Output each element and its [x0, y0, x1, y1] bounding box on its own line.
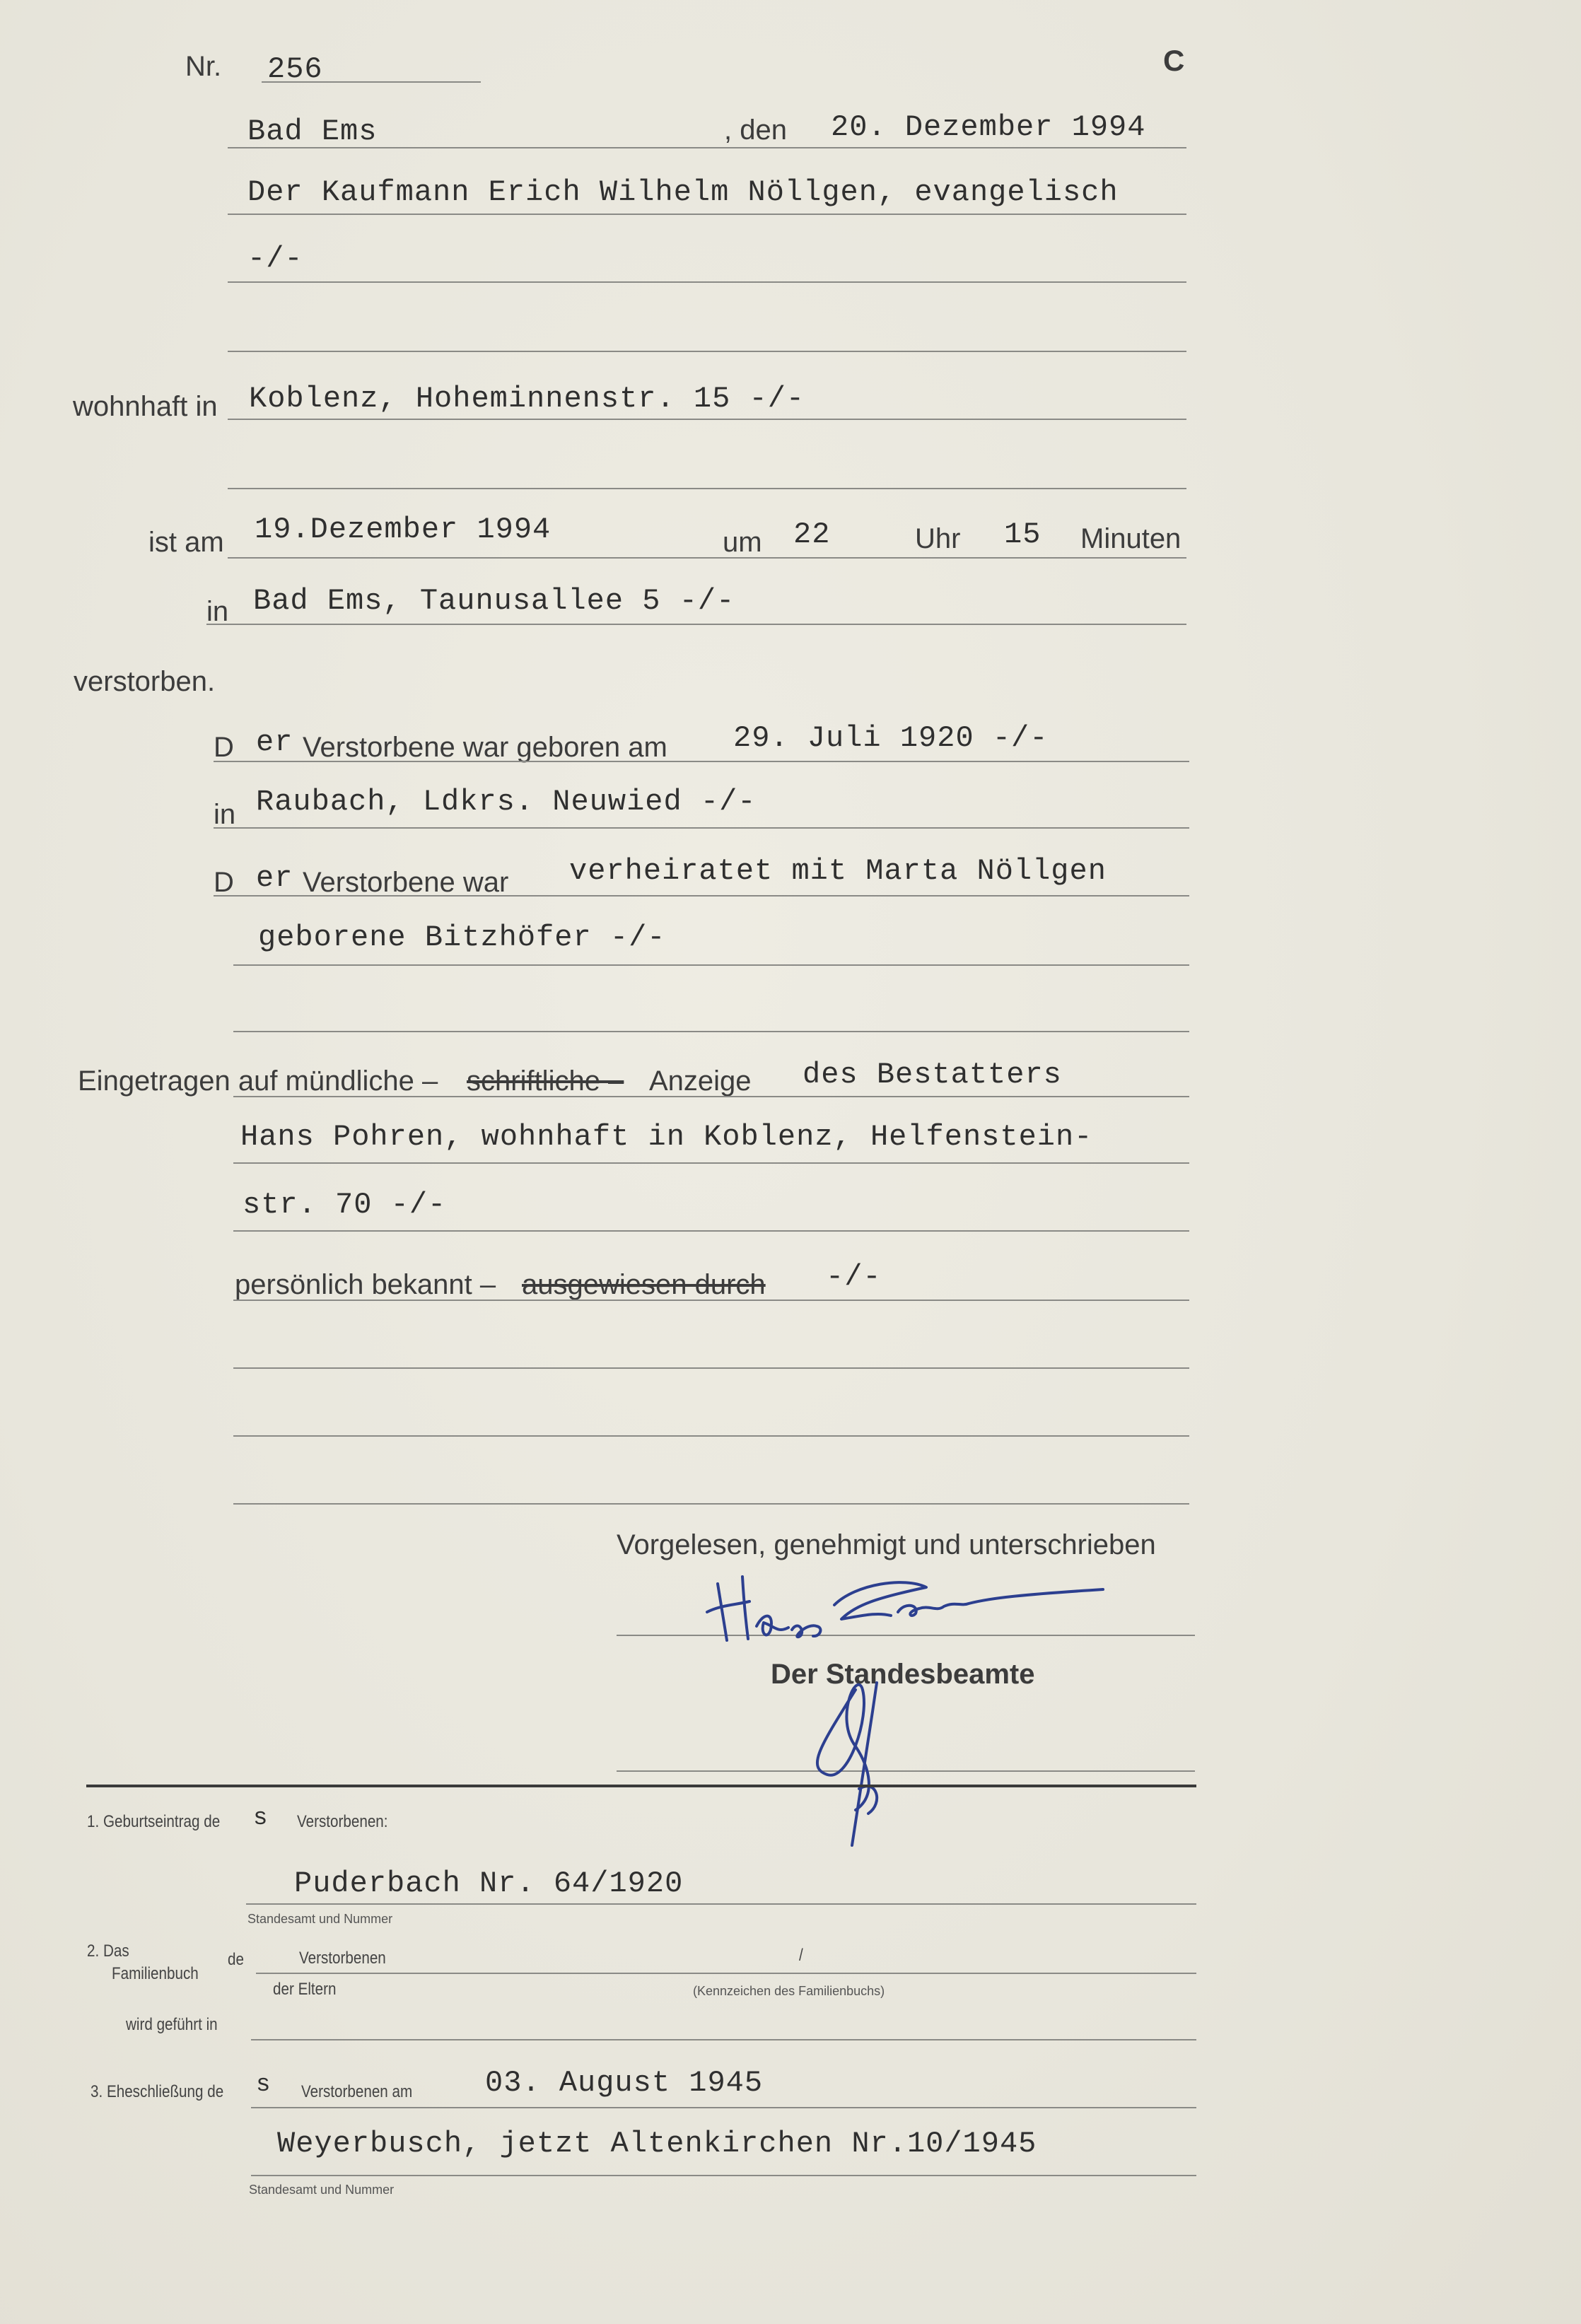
f3-verstorbenen: Verstorbenen am — [301, 2082, 413, 2101]
f3-underline2 — [251, 2175, 1196, 2176]
f2-kennzeichen: (Kennzeichen des Familienbuchs) — [693, 1984, 885, 1998]
marital-line1: verheiratet mit Marta Nöllgen — [569, 854, 1107, 888]
bekannt-label: persönlich bekannt – — [235, 1269, 496, 1300]
birth-underline2 — [214, 827, 1189, 829]
f1-value: Puderbach Nr. 64/1920 — [294, 1867, 684, 1900]
registration-label-a: Eingetragen auf mündliche – — [78, 1065, 438, 1097]
registration-line1: des Bestatters — [803, 1058, 1062, 1092]
birth-place: Raubach, Ldkrs. Neuwied -/- — [256, 785, 757, 819]
header-date: 20. Dezember 1994 — [831, 110, 1146, 144]
residence-value: Koblenz, Hoheminnenstr. 15 -/- — [249, 382, 805, 416]
nr-label: Nr. — [185, 51, 222, 82]
registration-underline6 — [233, 1435, 1189, 1437]
death-date: 19.Dezember 1994 — [255, 513, 552, 547]
person-line1: Der Kaufmann Erich Wilhelm Nöllgen, evangelisch — [247, 175, 1119, 209]
f2-eltern: der Eltern — [273, 1980, 337, 1999]
f3-underline1 — [251, 2107, 1196, 2108]
f3-label: 3. Eheschließung de — [91, 2082, 224, 2101]
nr-underline — [262, 81, 481, 83]
death-in-label: in — [206, 596, 229, 627]
handwritten-signatures — [693, 1563, 1131, 1859]
registration-label-b: Anzeige — [649, 1065, 752, 1097]
registration-line3: str. 70 -/- — [243, 1188, 447, 1222]
birth-geboren-label: Verstorbene war geboren am — [303, 732, 667, 763]
f3-value: Weyerbusch, jetzt Altenkirchen Nr.10/1945 — [277, 2127, 1037, 2161]
marital-war-label: Verstorbene war — [303, 867, 509, 898]
f2-slash: / — [799, 1946, 803, 1965]
registration-line2: Hans Pohren, wohnhaft in Koblenz, Helfenstein- — [240, 1120, 1093, 1154]
f2-de: de — [228, 1950, 244, 1969]
person-underline2 — [228, 281, 1186, 283]
death-place: Bad Ems, Taunusallee 5 -/- — [253, 584, 735, 618]
registration-underline4 — [233, 1300, 1189, 1301]
f2-underline2 — [251, 2039, 1196, 2040]
header-underline — [228, 147, 1186, 148]
uhr-label: Uhr — [915, 523, 961, 554]
f2-verstorbenen: Verstorbenen — [299, 1949, 386, 1968]
registration-underline2 — [233, 1162, 1189, 1164]
f2-label-a: 2. Das — [87, 1941, 129, 1961]
ist-am-label: ist am — [148, 527, 224, 558]
registration-label-struck: schriftliche – — [467, 1065, 624, 1097]
section-divider — [86, 1785, 1196, 1787]
um-label: um — [723, 527, 762, 558]
marital-underline1 — [214, 895, 1189, 897]
birth-underline1 — [214, 761, 1189, 762]
registration-underline7 — [233, 1503, 1189, 1505]
f1-letter: s — [253, 1805, 269, 1832]
person-underline1 — [228, 214, 1186, 215]
death-minutes: 15 — [1004, 518, 1042, 551]
f3-letter: s — [256, 2072, 272, 2098]
read-approved-label: Vorgelesen, genehmigt und unterschrieben — [617, 1529, 1156, 1560]
registration-underline3 — [233, 1230, 1189, 1232]
residence-underline2 — [228, 488, 1186, 489]
birth-er-text: er — [256, 725, 293, 759]
birth-in-label: in — [214, 799, 236, 830]
place-value: Bad Ems — [247, 115, 378, 148]
verstorben-label: verstorben. — [74, 666, 216, 697]
f1-caption: Standesamt und Nummer — [247, 1912, 393, 1926]
f1-label: 1. Geburtseintrag de — [87, 1812, 221, 1831]
f3-date: 03. August 1945 — [485, 2066, 764, 2100]
registration-underline5 — [233, 1367, 1189, 1369]
marital-er-text: er — [256, 861, 293, 895]
f1-verstorbenen: Verstorbenen: — [297, 1812, 388, 1831]
bekannt-value: -/- — [826, 1260, 882, 1294]
ausgewiesen-struck: ausgewiesen durch — [522, 1269, 766, 1300]
f1-underline — [246, 1903, 1196, 1905]
death-underline2 — [206, 624, 1186, 625]
death-underline1 — [228, 557, 1186, 559]
marital-d-label: D — [214, 867, 234, 898]
person-line2: -/- — [247, 242, 303, 276]
residence-label: wohnhaft in — [73, 391, 218, 422]
f2-underline1 — [256, 1973, 1196, 1974]
marital-underline3 — [233, 1031, 1189, 1032]
minuten-label: Minuten — [1080, 523, 1182, 554]
marital-line2: geborene Bitzhöfer -/- — [258, 921, 666, 954]
death-hour: 22 — [793, 518, 831, 551]
person-underline3 — [228, 351, 1186, 352]
birth-date: 29. Juli 1920 -/- — [733, 721, 1049, 755]
residence-underline1 — [228, 419, 1186, 420]
corner-letter: C — [1163, 44, 1185, 77]
official-label: Der Standesbeamte — [771, 1659, 1035, 1690]
f2-label-b: Familienbuch — [112, 1964, 199, 1983]
registration-underline1 — [233, 1096, 1189, 1097]
marital-underline2 — [233, 964, 1189, 966]
f2-gefuehrt: wird geführt in — [126, 2015, 218, 2034]
nr-value: 256 — [267, 52, 323, 86]
birth-d-label: D — [214, 732, 234, 763]
den-label: , den — [724, 115, 787, 146]
f3-caption: Standesamt und Nummer — [249, 2183, 395, 2197]
